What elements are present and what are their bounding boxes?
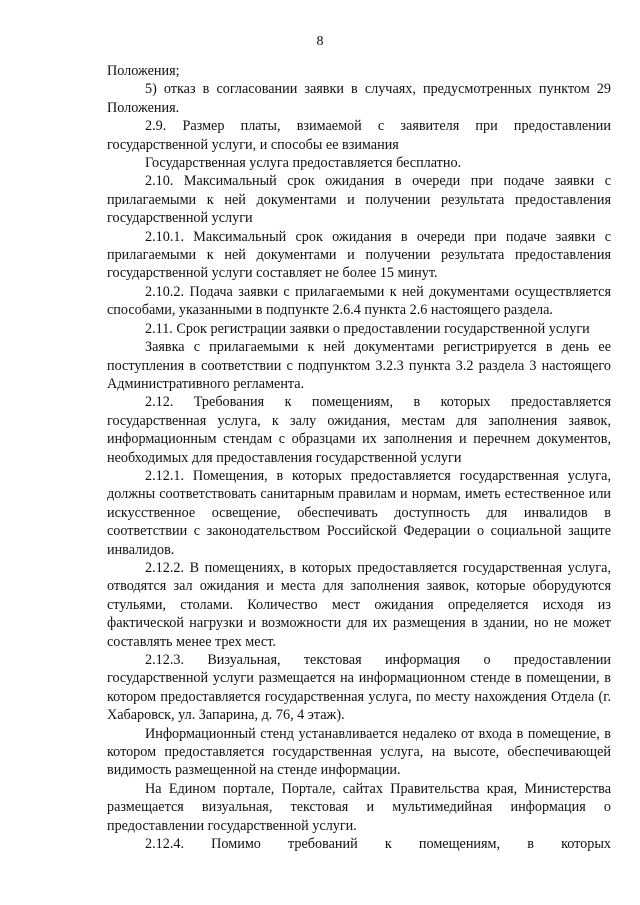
page-number: 8 (316, 34, 324, 49)
paragraph: Государственная услуга предоставляется бесплатно. (145, 155, 462, 172)
paragraph: Заявка с прилагаемыми к ней документами регистрируется в день ее поступления в соответствии с подпунктом 3.2.3 пункта 3.2 раздела 3 настоящего Административного регламента. (107, 339, 611, 392)
paragraph: 2.10.1. Максимальный срок ожидания в очереди при подаче заявки с прилагаемыми к ней документами и получении результата предоставления государственной услуги составляет не более 15 минут. (107, 228, 611, 282)
document-body (107, 62, 611, 853)
paragraph: 2.12.2. В помещениях, в которых предоставляется государственная услуга, отводятся зал ожидания и места для заполнения заявок, которые оборудуются стульями, столами. Количество мест ожидания определяется исходя из фактической нагрузки и возможности для их размещения в здании, но не может составлять менее трех мест. (107, 559, 611, 650)
paragraph: 2.12.4. Помимо требований к помещениям, в которых (145, 836, 611, 853)
paragraph: 5) отказ в согласовании заявки в случаях, предусмотренных пунктом 29 Положения. (107, 81, 611, 116)
paragraph: Информационный стенд устанавливается недалеко от входа в помещение, в котором предоставляется государственная услуга, на высоте, обеспечивающей видимость размещенной на стенде информации. (107, 725, 611, 779)
section-heading-2-12: 2.12. Требования к помещениям, в которых предоставляется государственная услуга, к залу ожидания, местам для заполнения заявок, информационным стендам с образцами их заполнения и перечнем документов, необходимых для предоставления государственной услуги (107, 394, 611, 466)
paragraph: На Едином портале, Портале, сайтах Правительства края, Министерства размещается визуальная, текстовая и мультимедийная информация о предоставлении государственной услуги. (107, 780, 611, 834)
section-heading-2-10: 2.10. Максимальный срок ожидания в очереди при подаче заявки с прилагаемыми к ней документами и получении результата предоставления государственной услуги (107, 173, 611, 227)
paragraph: 2.10.2. Подача заявки с прилагаемыми к ней документами осуществляется способами, указанными в подпункте 2.6.4 пункта 2.6 настоящего раздела. (107, 283, 611, 319)
paragraph: 2.12.1. Помещения, в которых предоставляется государственная услуга, должны соответствовать санитарным правилам и нормам, иметь естественное или искусственное освещение, обеспечивать доступность для инвалидов в соответствии с законодательством Российской Федерации о социальной защите инвалидов. (107, 467, 611, 558)
paragraph: 2.12.3. Визуальная, текстовая информация о предоставлении государственной услуги размещается на информационном стенде в помещении, в котором предоставляется государственная услуга, по месту нахождения Отдела (г. Хабаровск, ул. Запарина, д. 76, 4 этаж). (107, 652, 611, 724)
section-heading-2-11: 2.11. Срок регистрации заявки о предоставлении государственной услуги (145, 320, 590, 337)
section-heading-2-9: 2.9. Размер платы, взимаемой с заявителя при предоставлении государственной услуги, и способы ее взимания (107, 118, 611, 153)
paragraph: Положения; (107, 63, 180, 79)
